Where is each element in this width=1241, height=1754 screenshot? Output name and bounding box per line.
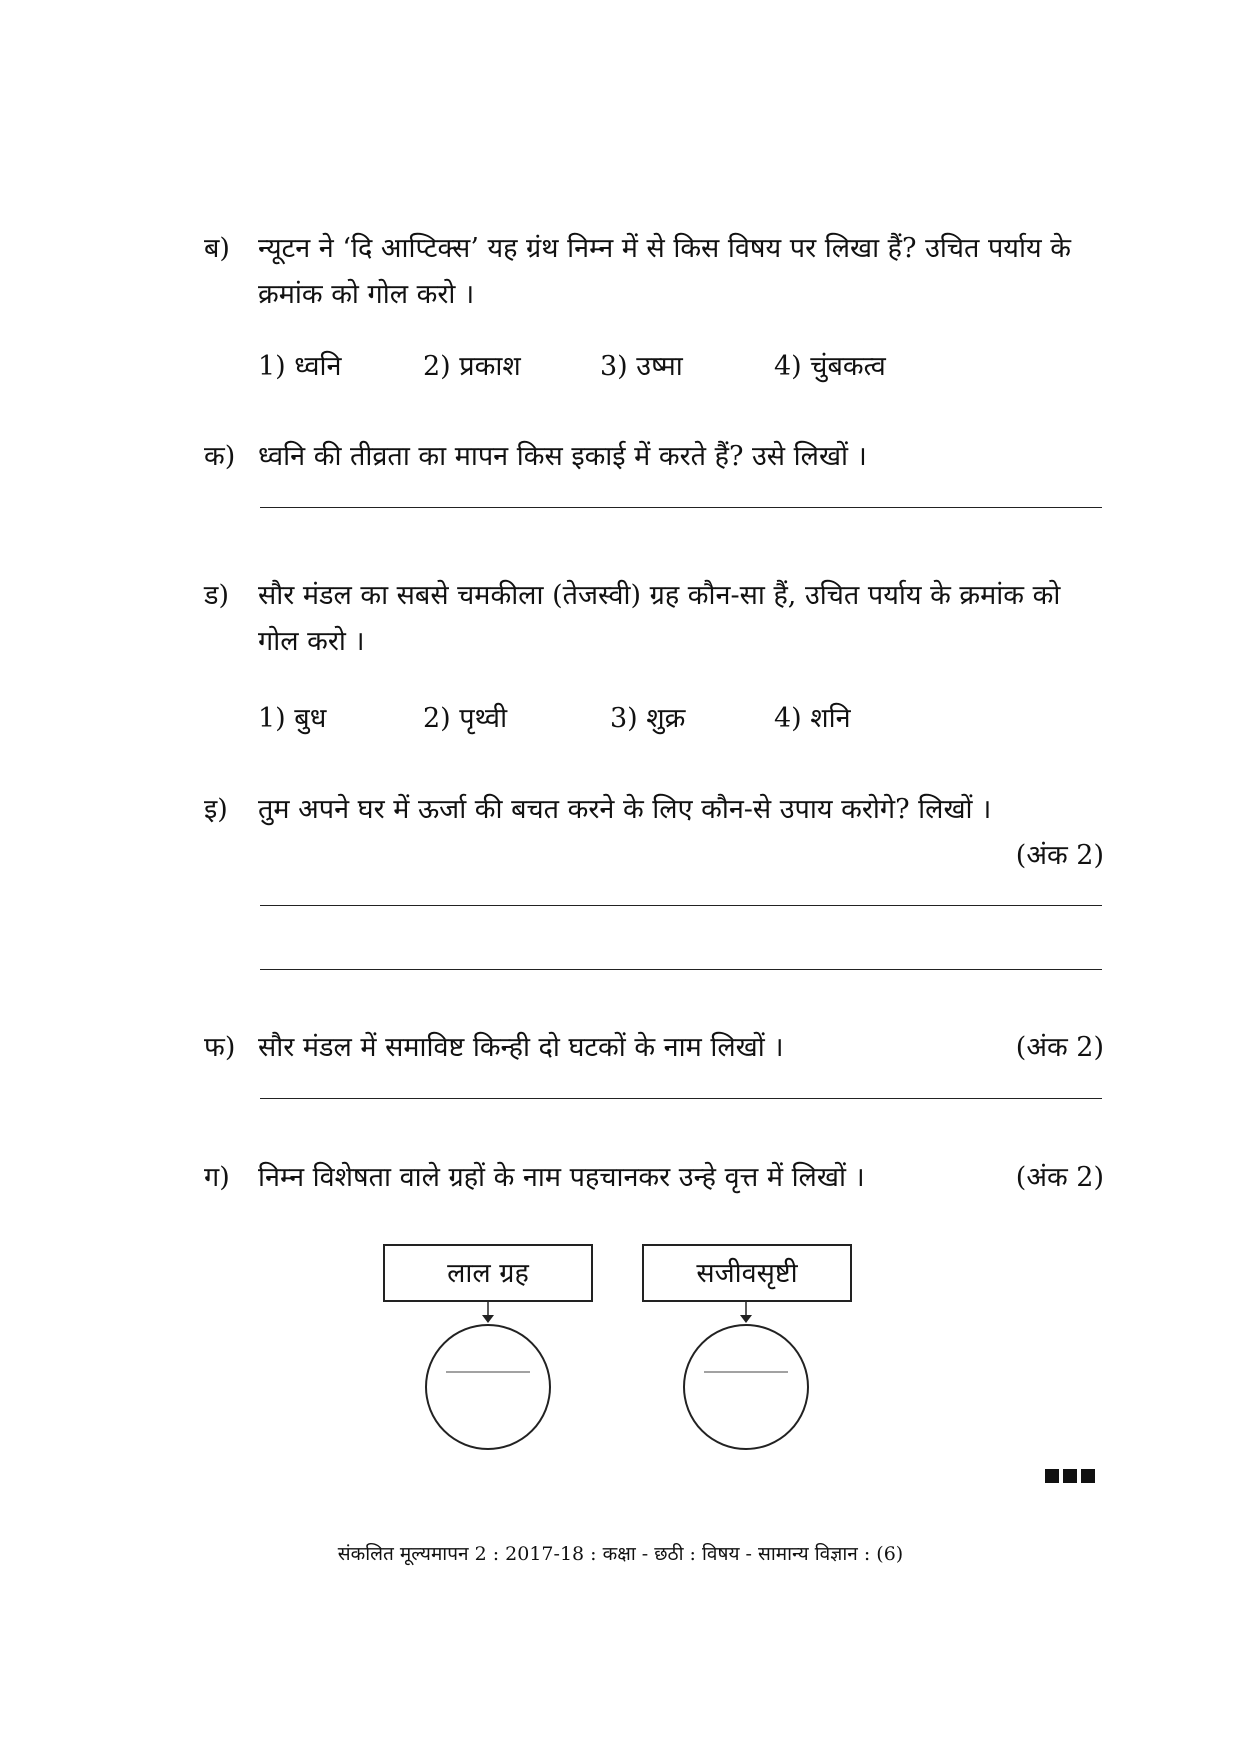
option-3[interactable]: 3) शुक्र	[610, 703, 686, 734]
option-2[interactable]: 2) प्रकाश	[423, 351, 521, 382]
marks-label: (अंक 2)	[1015, 840, 1104, 871]
arrow-head	[740, 1315, 752, 1323]
question-label: फ)	[204, 1032, 236, 1063]
marks-label: (अंक 2)	[1015, 1162, 1104, 1193]
box-red-planet: लाल ग्रह	[383, 1244, 593, 1302]
end-marker	[1045, 1468, 1099, 1487]
box-life-planet: सजीवसृष्टी	[642, 1244, 852, 1302]
option-3[interactable]: 3) उष्मा	[600, 351, 683, 382]
option-1[interactable]: 1) बुध	[258, 703, 327, 734]
option-1[interactable]: 1) ध्वनि	[258, 351, 342, 382]
option-4[interactable]: 4) चुंबकत्व	[774, 351, 886, 382]
page-footer: संकलित मूल्यमापन 2 : 2017-18 : कक्षा - छठी : विषय - सामान्य विज्ञान : (6)	[337, 1543, 904, 1565]
question-label: ग)	[204, 1162, 230, 1193]
answer-circle-2	[684, 1325, 808, 1449]
option-4[interactable]: 4) शनि	[774, 703, 851, 734]
question-text: न्यूटन ने ‘दि आप्टिक्स’ यह ग्रंथ निम्न में से किस विषय पर लिखा हैं? उचित पर्याय के क्रमांक को गोल करो ।	[258, 233, 1071, 310]
question-label: इ)	[204, 794, 228, 825]
answer-circle-1	[426, 1325, 550, 1449]
question-label: ब)	[204, 233, 230, 264]
question-label: क)	[204, 441, 236, 472]
arrow-head	[482, 1315, 494, 1323]
question-text: सौर मंडल का सबसे चमकीला (तेजस्वी) ग्रह कौन-सा हैं, उचित पर्याय के क्रमांक को गोल करो ।	[258, 580, 1061, 657]
question-text: निम्न विशेषता वाले ग्रहों के नाम पहचानकर उन्हे वृत्त में लिखों ।	[258, 1162, 865, 1193]
question-text: सौर मंडल में समाविष्ट किन्ही दो घटकों के नाम लिखों ।	[258, 1032, 784, 1063]
question-label: ड)	[204, 580, 229, 611]
question-text: ध्वनि की तीव्रता का मापन किस इकाई में करते हैं? उसे लिखों ।	[258, 441, 867, 472]
option-2[interactable]: 2) पृथ्वी	[423, 703, 508, 734]
question-text: तुम अपने घर में ऊर्जा की बचत करने के लिए कौन-से उपाय करोगे? लिखों ।	[258, 794, 992, 825]
marks-label: (अंक 2)	[1015, 1032, 1104, 1063]
